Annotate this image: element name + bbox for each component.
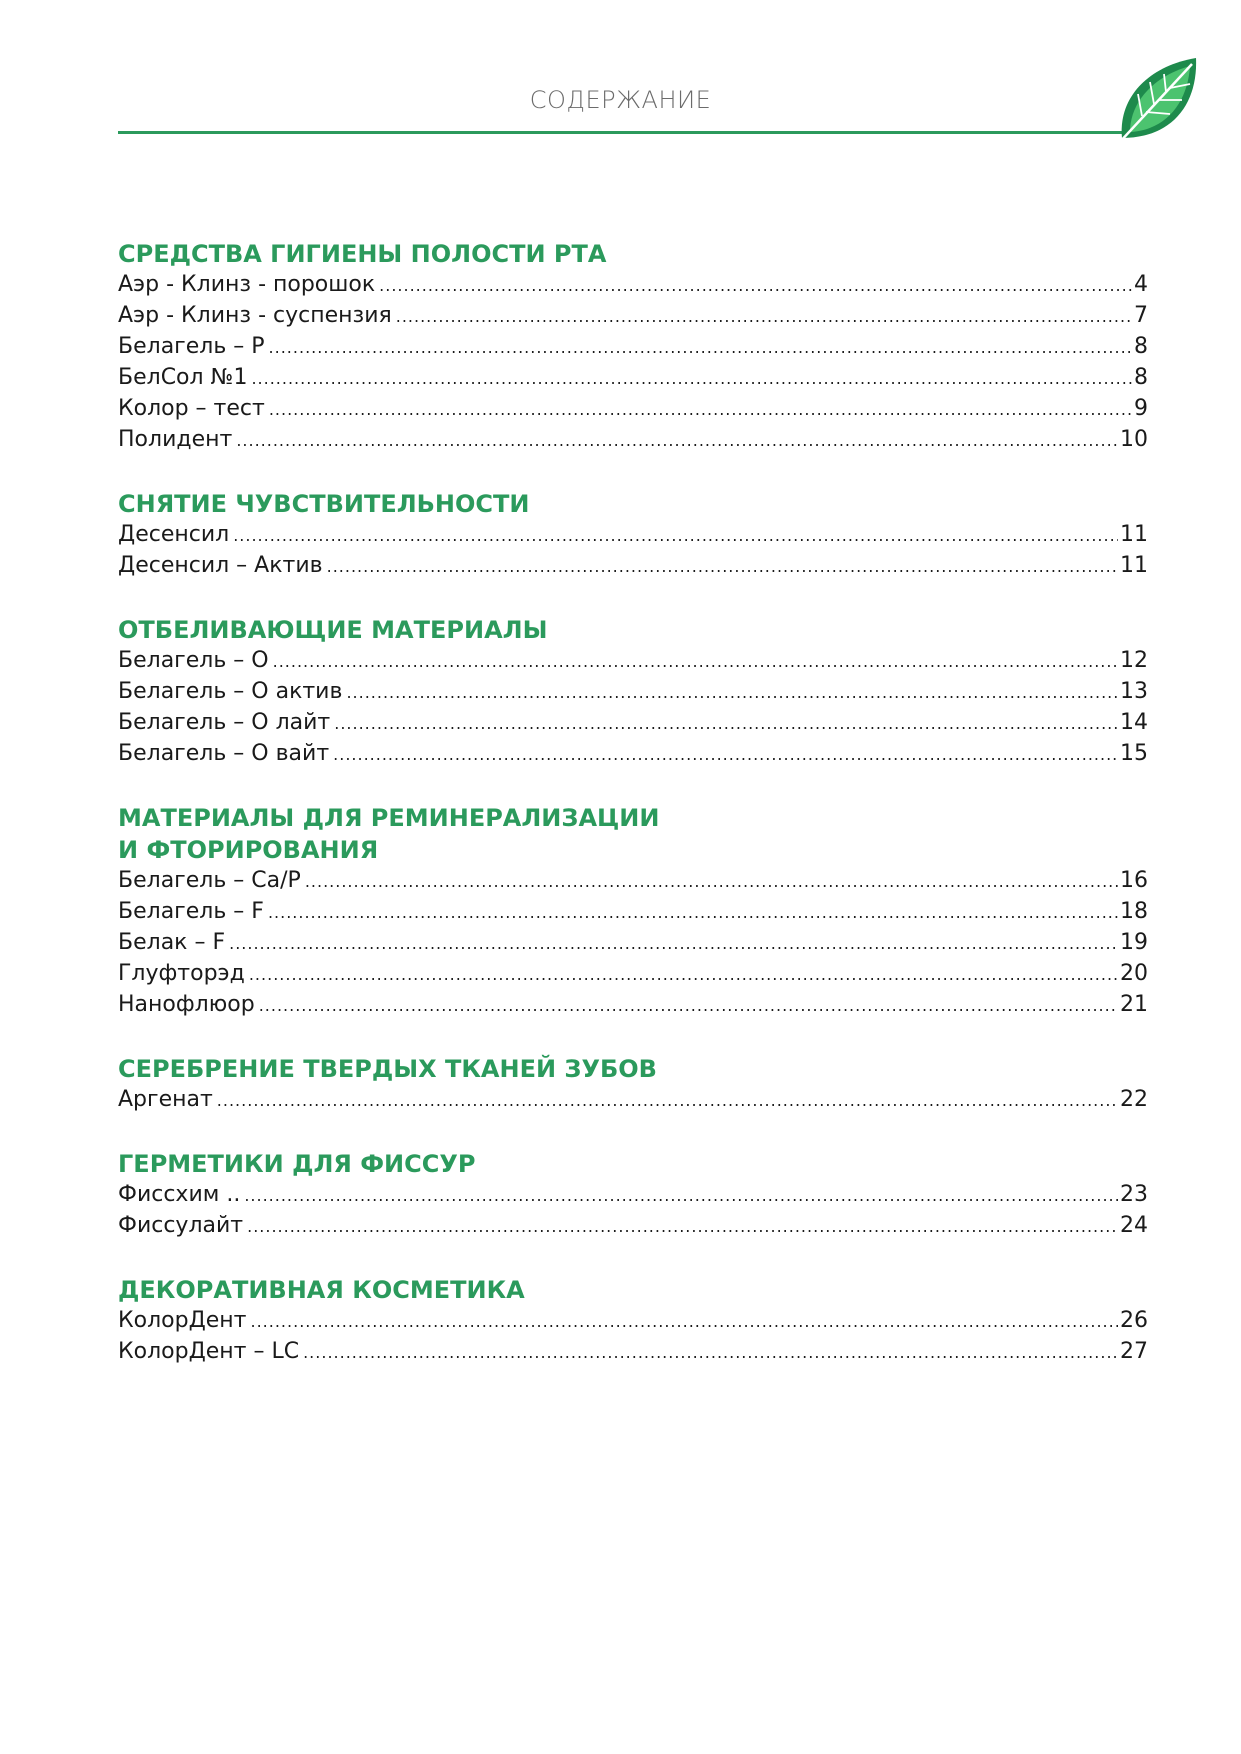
entry-label: Белагель – Р [118,334,265,359]
entry-label: Глуфторэд [118,961,245,986]
entry-label: Белагель – F [118,899,264,924]
entry-label: КолорДент – LC [118,1339,300,1364]
entry-label: Десенсил – Актив [118,553,323,578]
dot-leader [244,1181,1118,1211]
toc-entry[interactable] [118,1306,1148,1337]
entry-page-number: 13 [1120,679,1148,704]
entry-label: Белагель – О актив [118,679,343,704]
toc-section [118,1148,1148,1242]
toc-section [118,614,1148,770]
entry-label: Колор – тест [118,396,265,421]
entry-label: Белагель – Ca/P [118,868,301,893]
toc-entry[interactable] [118,646,1148,677]
entry-page-number: 27 [1120,1339,1148,1364]
toc-entry[interactable] [118,363,1148,394]
entry-label: БелСол №1 [118,365,248,390]
entry-page-number: 16 [1120,868,1148,893]
toc-entry[interactable] [118,394,1148,425]
section-title-line2: И ФТОРИРОВАНИЯ [118,836,379,864]
section-title: ОТБЕЛИВАЮЩИЕ МАТЕРИАЛЫ [118,616,548,644]
dot-leader [236,426,1118,456]
entry-page-number: 14 [1120,710,1148,735]
section-title: ДЕКОРАТИВНАЯ КОСМЕТИКА [118,1276,525,1304]
toc-entry[interactable] [118,1211,1148,1242]
toc-entry[interactable] [118,928,1148,959]
toc-entry[interactable] [118,739,1148,770]
entry-page-number: 23 [1120,1182,1148,1207]
dot-leader [269,333,1132,363]
entry-label: Нанофлюор [118,992,255,1017]
toc-section [118,488,1148,582]
entry-page-number: 26 [1120,1308,1148,1333]
dot-leader [346,678,1118,708]
entry-label: Десенсил [118,522,230,547]
toc-entry[interactable] [118,959,1148,990]
entry-page-number: 12 [1120,648,1148,673]
page-title: СОДЕРЖАНИЕ [529,86,712,114]
entry-label: Белагель – О лайт [118,710,331,735]
entry-page-number: 7 [1134,303,1148,328]
entry-page-number: 19 [1120,930,1148,955]
toc-entry[interactable] [118,708,1148,739]
toc-section [118,802,1148,1021]
dot-leader [229,929,1118,959]
entry-page-number: 8 [1134,334,1148,359]
entry-label: Белагель – О вайт [118,741,330,766]
section-title: ГЕРМЕТИКИ ДЛЯ ФИССУР [118,1150,476,1178]
entry-label: Аэр - Клинз - порошок [118,272,376,297]
entry-label: Белагель – О [118,648,269,673]
entry-page-number: 8 [1134,365,1148,390]
section-title: СЕРЕБРЕНИЕ ТВЕРДЫХ ТКАНЕЙ ЗУБОВ [118,1055,657,1083]
toc-section [118,1053,1148,1116]
entry-page-number: 20 [1120,961,1148,986]
toc-entry[interactable] [118,270,1148,301]
toc-entry[interactable] [118,897,1148,928]
toc-entry[interactable] [118,866,1148,897]
entry-label: Белак – F [118,930,226,955]
dot-leader [268,898,1118,928]
toc-entry[interactable] [118,332,1148,363]
entry-label: КолорДент [118,1308,247,1333]
dot-leader [249,960,1118,990]
entry-page-number: 11 [1120,553,1148,578]
dot-leader [217,1086,1118,1116]
toc-entry[interactable] [118,677,1148,708]
leaf-icon [1108,52,1204,148]
dot-leader [379,271,1132,301]
table-of-contents [118,238,1148,1400]
entry-page-number: 21 [1120,992,1148,1017]
dot-leader [396,302,1132,332]
dot-leader [269,395,1132,425]
dot-leader [305,867,1118,897]
toc-entry[interactable] [118,1085,1148,1116]
dot-leader [303,1338,1118,1368]
toc-entry[interactable] [118,551,1148,582]
toc-entry[interactable] [118,1180,1148,1211]
entry-page-number: 11 [1120,522,1148,547]
dot-leader [259,991,1118,1021]
entry-page-number: 15 [1120,741,1148,766]
dot-leader [333,740,1118,770]
dot-leader [251,1307,1119,1337]
toc-entry[interactable] [118,301,1148,332]
toc-entry[interactable] [118,520,1148,551]
dot-leader [327,552,1118,582]
entry-label: Полидент [118,427,233,452]
entry-label: Фиссхим .. [118,1182,241,1207]
toc-entry[interactable] [118,425,1148,456]
section-title: МАТЕРИАЛЫ ДЛЯ РЕМИНЕРАЛИЗАЦИИ [118,804,660,832]
dot-leader [233,521,1118,551]
entry-page-number: 22 [1120,1087,1148,1112]
dot-leader [334,709,1118,739]
entry-label: Аэр - Клинз - суспензия [118,303,392,328]
entry-label: Фиссулайт [118,1213,244,1238]
entry-page-number: 18 [1120,899,1148,924]
toc-entry[interactable] [118,990,1148,1021]
toc-section [118,238,1148,456]
dot-leader [273,647,1118,677]
toc-section [118,1274,1148,1368]
entry-page-number: 4 [1134,272,1148,297]
dot-leader [251,364,1132,394]
section-title: СРЕДСТВА ГИГИЕНЫ ПОЛОСТИ РТА [118,240,607,268]
toc-entry[interactable] [118,1337,1148,1368]
dot-leader [247,1212,1118,1242]
entry-page-number: 24 [1120,1213,1148,1238]
entry-label: Аргенат [118,1087,213,1112]
section-title: СНЯТИЕ ЧУВСТВИТЕЛЬНОСТИ [118,490,530,518]
header-divider [118,131,1128,134]
entry-page-number: 9 [1134,396,1148,421]
entry-page-number: 10 [1120,427,1148,452]
